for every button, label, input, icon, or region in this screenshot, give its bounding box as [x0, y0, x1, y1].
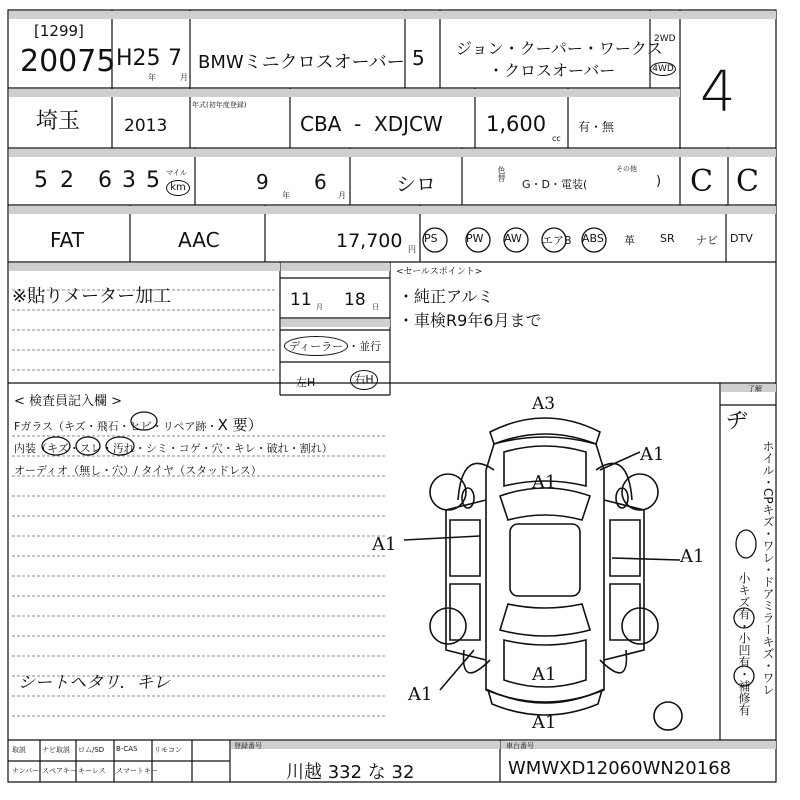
color-change-label: 色替: [497, 166, 506, 182]
bottom-box-0-3: B-CAS: [116, 745, 138, 753]
grade-line1: ジョン・クーパー・ワークス: [456, 39, 663, 58]
cc-unit: cc: [552, 134, 561, 143]
shaken-d: 日: [372, 303, 379, 311]
damage-right-front: A1: [640, 444, 665, 465]
first-reg-note: 年式(初年度登録): [192, 101, 247, 109]
inspection-m: 月: [338, 191, 346, 200]
color-options: G・D・電装(: [522, 178, 588, 191]
lot-number: 20075: [20, 44, 116, 79]
mileage-d3: 6: [98, 168, 112, 193]
meter-note: ※貼りメーター加工: [12, 286, 172, 307]
front-bumper: [490, 418, 600, 444]
mileage-d1: 5: [34, 168, 48, 193]
lot-bracket: [1299]: [34, 22, 84, 40]
bottom-box-1-2: キーレス: [78, 767, 106, 775]
vin: WMWXD12060WN20168: [508, 758, 732, 779]
aircon: AAC: [178, 228, 220, 252]
damage-rear-bumper: A1: [532, 712, 557, 733]
drive-4wd: 4WD: [650, 62, 676, 76]
chassis-header: 車台番号: [506, 742, 534, 750]
wheel-front-left: [430, 474, 466, 510]
damage-a3: A3: [532, 394, 556, 414]
first-reg-year: 2013: [124, 116, 168, 136]
equipment-5: 革: [624, 234, 635, 247]
interior-grade: C: [690, 164, 713, 199]
mileage-d4: 3: [122, 168, 136, 193]
color-close: ): [656, 174, 662, 189]
reg-month: 7: [168, 46, 182, 71]
shaken-day: 18: [344, 290, 366, 310]
bottom-box-1-0: ナンバー: [12, 767, 40, 775]
mileage-d2: 2: [60, 168, 74, 193]
bottom-box-0-4: リモコン: [154, 746, 182, 754]
equipment-6: SR: [660, 232, 675, 245]
era-year: H25: [116, 46, 161, 71]
handwritten-f: ヂ: [726, 409, 749, 434]
unit-mile: マイル: [166, 169, 187, 177]
wheel-rear-left: [430, 608, 466, 644]
shaken-month: 11: [290, 290, 312, 310]
equipment-4: ABS: [582, 232, 604, 245]
grade-line2: ・クロスオーバー: [488, 61, 616, 80]
roof: [510, 524, 580, 596]
right-hand: 右H: [350, 370, 378, 390]
equipment-3: エアB: [542, 234, 572, 247]
right-door-front: [610, 520, 640, 576]
recycle-amount: 17,700: [336, 230, 403, 252]
handwritten-note: シートヘタリ．キレ: [18, 673, 170, 693]
bottom-box-0-1: ナビ取説: [42, 746, 70, 754]
color-sono: その他: [616, 165, 637, 173]
equipment-0: PS: [424, 232, 438, 245]
damage-left: A1: [372, 534, 397, 555]
glass-text: Fガラス（キズ・飛石・ヒビ・リペア跡・: [14, 420, 218, 433]
bottom-box-1-1: スペアキー: [42, 767, 77, 775]
parallel-label: ・並行: [348, 340, 382, 353]
unit-km: km: [166, 180, 190, 196]
inspection-year: 9: [256, 170, 269, 194]
equipment-8: DTV: [730, 232, 753, 245]
damage-rear-left: A1: [408, 684, 433, 705]
dealer-circle: ディーラー: [284, 336, 348, 356]
equipment-7: ナビ: [696, 234, 718, 247]
inspection-month: 6: [314, 170, 327, 194]
damage-trunk: A1: [532, 664, 557, 685]
damage-right: A1: [680, 546, 705, 567]
plate-number: 川越 332 な 32: [286, 762, 415, 783]
glass-mark: X 要）: [217, 416, 263, 434]
right-door-rear: [610, 584, 640, 640]
transmission: FAT: [50, 228, 85, 252]
overall-grade: 4: [700, 60, 736, 125]
audio-line: オーディオ（無し・穴）/ タイヤ（スタッドレス）: [14, 464, 262, 477]
bottom-box-1-3: スマートキー: [116, 767, 158, 775]
left-door-front: [450, 520, 480, 576]
prefecture: 埼玉: [36, 109, 81, 134]
left-hand: 左H: [296, 376, 316, 389]
rear-window: [500, 604, 590, 636]
spare-tire: [654, 702, 682, 730]
recycle-unit: 円: [408, 245, 416, 254]
equipment-2: AW: [504, 232, 522, 245]
interior-line: 内装（キズ・スレ・汚れ・シミ・コゲ・穴・キレ・破れ・割れ）: [14, 442, 333, 455]
exterior-grade: C: [736, 164, 759, 199]
bottom-boxes: [8, 740, 230, 782]
bottom-box-0-0: 取説: [12, 746, 26, 754]
turbo-flag: 有・無: [578, 120, 615, 134]
sales-point-1: ・純正アルミ: [398, 287, 494, 306]
drive-2wd: 2WD: [654, 34, 676, 44]
year-suffix: 年: [148, 73, 156, 82]
inspection-y: 年: [282, 191, 290, 200]
displacement: 1,600: [486, 112, 547, 136]
side-text-col2: 小キズ有・小凹有・補修有: [737, 572, 751, 716]
shaken-m: 月: [316, 303, 323, 311]
door-count: 5: [412, 46, 425, 70]
damage-hood: A1: [532, 472, 557, 493]
month-suffix: 月: [180, 73, 188, 82]
sales-point-2: ・車検R9年6月まで: [398, 311, 542, 330]
bottom-box-0-2: ロム/SD: [78, 746, 105, 754]
equipment-1: PW: [466, 232, 484, 245]
ryokai-header: 了解: [748, 385, 762, 393]
vehicle-name: BMWミニクロスオーバー: [198, 52, 405, 73]
mileage-d5: 5: [146, 168, 160, 193]
inspector-header: < 検査員記入欄 >: [14, 394, 123, 409]
model-code: CBA - XDJCW: [300, 112, 443, 136]
sales-header: <セールスポイント>: [396, 267, 483, 277]
side-text-col1: ホイル・CPキズ・ワレ・ドアミラーキズ・ワレ: [761, 440, 775, 696]
car-number-header: 登録番号: [234, 742, 262, 750]
color-name: シロ: [396, 172, 436, 196]
